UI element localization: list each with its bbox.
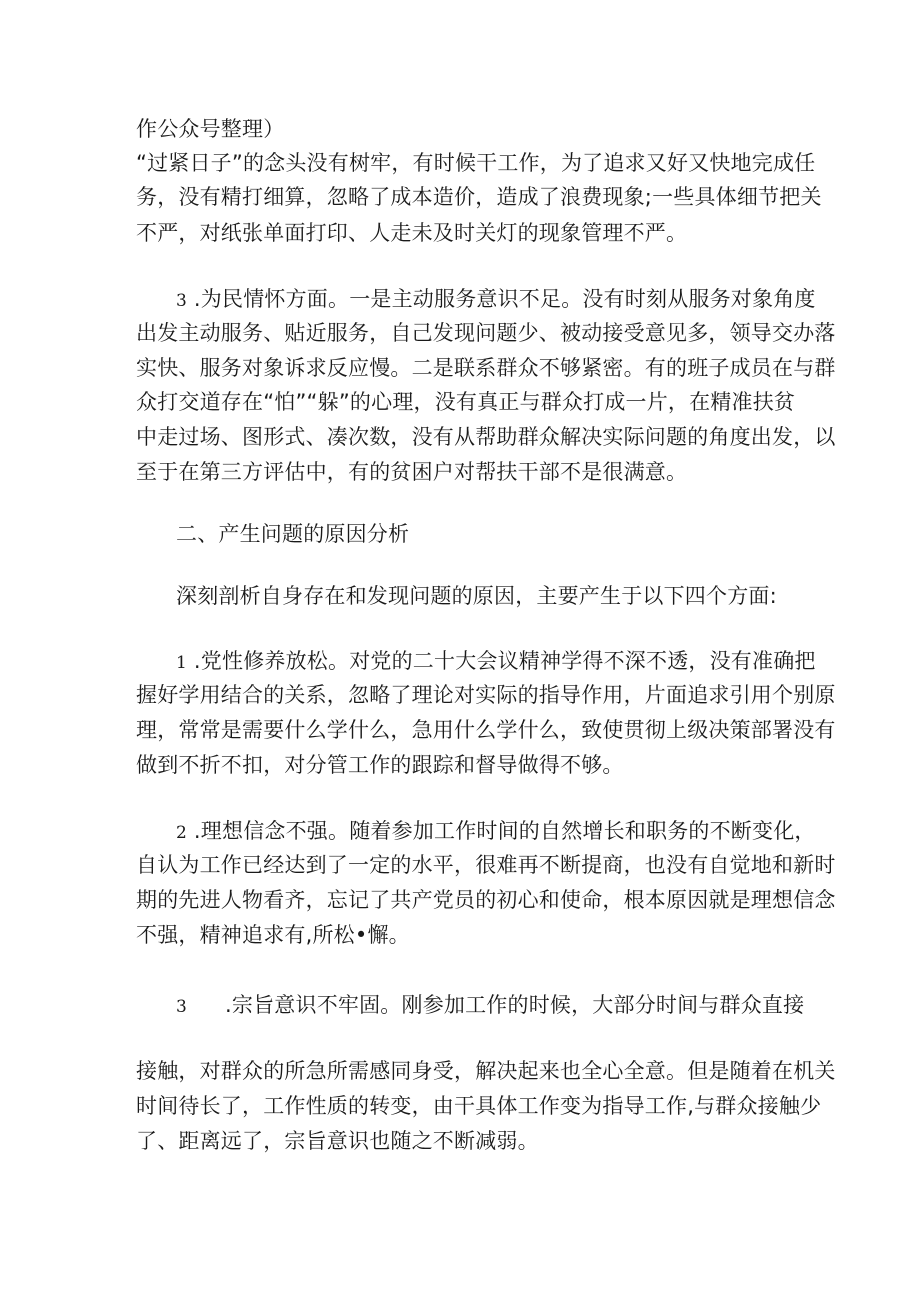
section-heading: 二、产生问题的原因分析 bbox=[176, 522, 410, 546]
text-line: 深刻剖析自身存在和发现问题的原因，主要产生于以下四个方面: bbox=[176, 584, 777, 608]
text-line: 了、距离远了，宗旨意识也随之不断减弱。 bbox=[136, 1129, 539, 1153]
text-line: 握好学用结合的关系，忽略了理论对实际的指导作用，片面追求引用个别原 bbox=[136, 683, 836, 707]
text-line: 接触，对群众的所急所需感同身受，解决起来也全心全意。但是随着在机关 bbox=[136, 1059, 836, 1083]
paragraph-2-first-line bbox=[176, 816, 836, 846]
text-line: 至于在第三方评估中，有的贫困户对帮扶干部不是很满意。 bbox=[136, 460, 688, 484]
list-number: 2 bbox=[176, 823, 188, 843]
text-line: 不严，对纸张单面打印、人走未及时关灯的现象管理不严。 bbox=[136, 221, 688, 245]
paragraph-3b-first-line bbox=[176, 990, 836, 1020]
text-line: 时间待长了，工作性质的转变，由干具体工作变为指导工作,与群众接触少 bbox=[136, 1094, 822, 1118]
text-line: 务，没有精打细算，忽略了成本造价，造成了浪费现象;一些具体细节把关 bbox=[136, 185, 822, 209]
text-segment: .理想信念不强。随着参加工作时间的自然增长和职务的不断变化， bbox=[193, 819, 816, 843]
paragraph-3-first-line bbox=[176, 284, 836, 314]
list-number: 3 bbox=[176, 291, 188, 311]
text-line: 自认为工作已经达到了一定的水平，很难再不断提商，也没有自觉地和新时 bbox=[136, 853, 836, 877]
list-number: 1 bbox=[176, 653, 188, 673]
text-line: 实快、服务对象诉求反应慢。二是联系群众不够紧密。有的班子成员在与群 bbox=[136, 356, 836, 380]
text-line: “过紧日子”的念头没有树牢，有时候干工作，为了追求又好又快地完成任 bbox=[136, 151, 816, 175]
text-line: 众打交道存在“怕”“躲”的心理，没有真正与群众打成一片，在精准扶贫 bbox=[136, 390, 796, 414]
text-line: 做到不折不扣，对分管工作的跟踪和督导做得不够。 bbox=[136, 753, 624, 777]
text-line: 出发主动服务、贴近服务，自己发现问题少、被动接受意见多，领导交办落 bbox=[136, 321, 836, 345]
text-line: 作公众号整理） bbox=[136, 117, 285, 141]
text-line: 理，常常是需要什么学什么，急用什么学什么，致使贯彻上级决策部署没有 bbox=[136, 718, 836, 742]
text-segment: .宗旨意识不牢固。刚参加工作的时候，大部分时间与群众直接 bbox=[225, 993, 805, 1017]
text-segment: .党性修养放松。对党的二十大会议精神学得不深不透，没有准确把 bbox=[193, 649, 816, 673]
text-line: 中走过场、图形式、凑次数，没有从帮助群众解决实际问题的角度出发，以 bbox=[136, 425, 836, 449]
paragraph-1-first-line bbox=[176, 646, 836, 676]
text-segment: .为民情怀方面。一是主动服务意识不足。没有时刻从服务对象角度 bbox=[193, 287, 816, 311]
text-line: 期的先进人物看齐，忘记了共产党员的初心和使命，根本原因就是理想信念 bbox=[136, 888, 836, 912]
text-line: 不强，精神追求有,所松•懈。 bbox=[136, 923, 410, 947]
list-number: 3 bbox=[176, 997, 188, 1017]
